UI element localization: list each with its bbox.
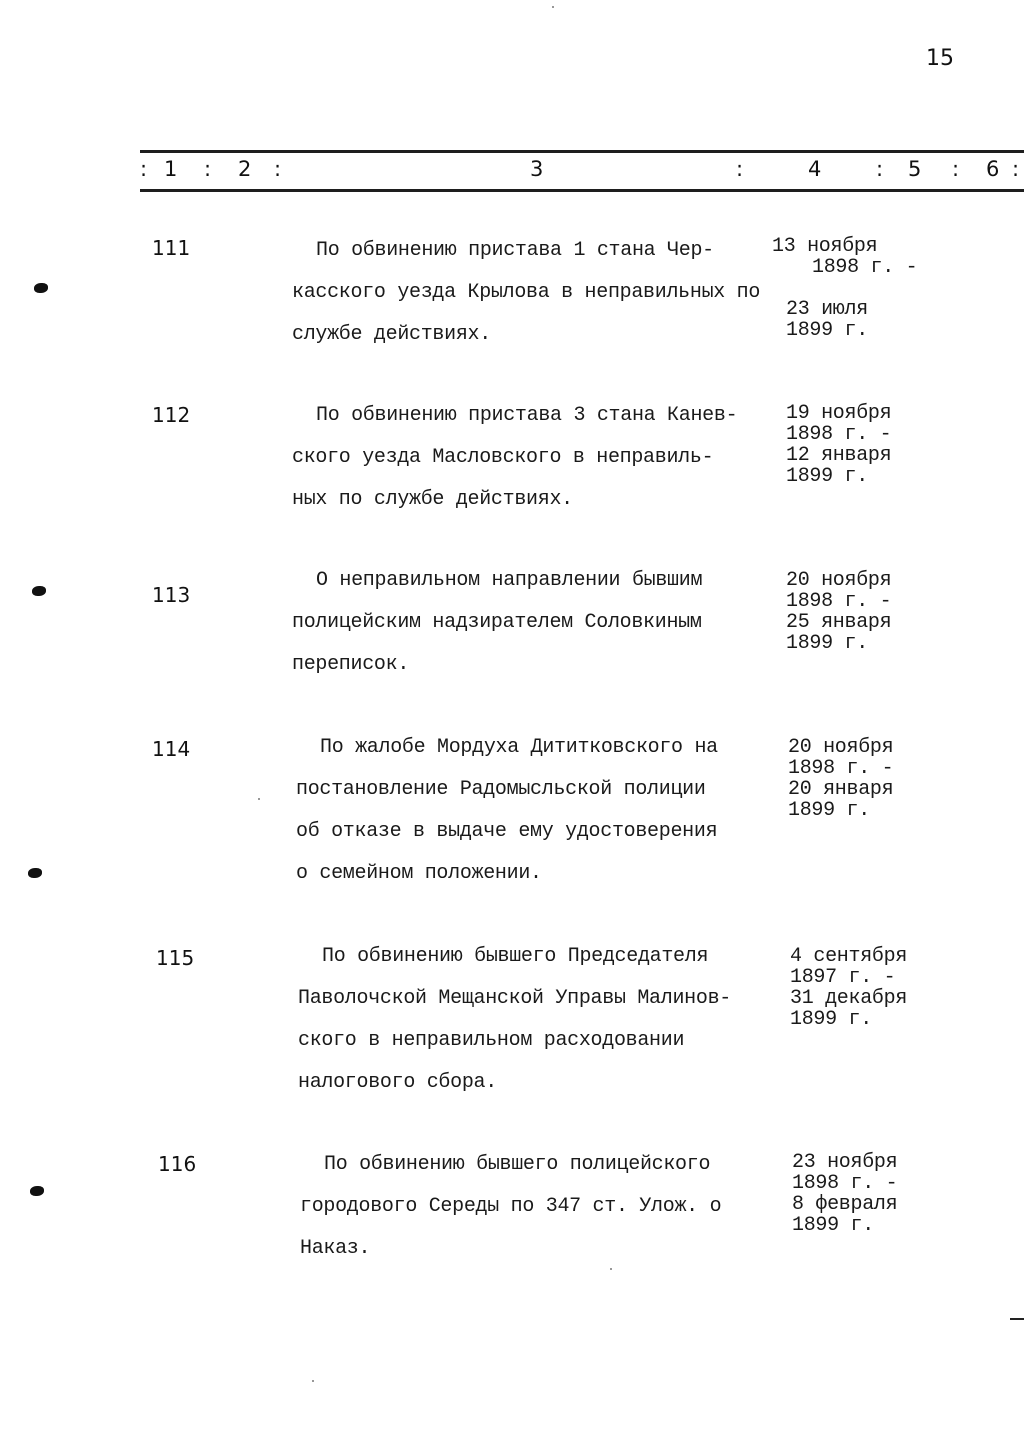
column-separator: : (1012, 157, 1020, 181)
column-header-5: 5 (908, 157, 922, 181)
date-line: 12 января (786, 444, 892, 467)
date-line: 1897 г. - (790, 966, 896, 989)
column-separator: : (736, 157, 744, 181)
date-line: 1898 г. - (786, 423, 892, 446)
binding-hole-mark (28, 868, 42, 878)
header-rule-top (140, 150, 1024, 153)
entry-dates (788, 737, 893, 821)
date-line: 20 ноября (786, 569, 892, 592)
column-separator: : (952, 157, 960, 181)
binding-hole-mark (32, 586, 46, 596)
description-line: По обвинению пристава 1 стана Чер- (316, 239, 714, 262)
date-line: 20 января (788, 778, 894, 801)
description-line: налогового сбора. (298, 1071, 497, 1094)
binding-hole-mark (30, 1186, 44, 1196)
date-line: 1899 г. (788, 799, 870, 822)
column-separator: : (274, 157, 282, 181)
entry-number: 116 (158, 1152, 197, 1176)
description-line: О неправильном направлении бывшим (316, 569, 703, 592)
scan-speck (258, 798, 260, 800)
description-line: постановление Радомысльской полиции (296, 778, 706, 801)
date-line: 1899 г. (786, 465, 868, 488)
binding-hole-mark (34, 283, 48, 293)
entry-number: 114 (152, 737, 191, 761)
column-header-4: 4 (808, 157, 822, 181)
date-line: 13 ноября (772, 235, 878, 258)
date-line: 4 сентября (790, 945, 908, 968)
description-line: об отказе в выдаче ему удостоверения (296, 820, 718, 843)
header-rule-bottom (140, 189, 1024, 192)
entry-dates (772, 236, 917, 341)
description-line: полицейским надзирателем Соловкиным (292, 611, 702, 634)
entry-description (292, 230, 772, 356)
scan-speck (552, 6, 554, 8)
description-line: городового Середы по 347 ст. Улож. о (300, 1195, 722, 1218)
description-line: о семейном положении. (296, 862, 542, 885)
entry-dates (792, 1152, 897, 1236)
date-line: 25 января (786, 611, 892, 634)
description-line: ных по службе действиях. (292, 488, 573, 511)
date-line: 19 ноября (786, 402, 892, 425)
description-line: По жалобе Мордуха Дититковского на (320, 736, 718, 759)
entry-number: 113 (152, 583, 191, 607)
table-header (140, 157, 1024, 187)
description-line: службе действиях. (292, 323, 491, 346)
date-line: 1899 г. (792, 1214, 874, 1237)
entry-number: 111 (152, 236, 191, 260)
description-line: касского уезда Крылова в неправильных по (292, 281, 761, 304)
entry-dates (790, 946, 907, 1030)
column-separator: : (140, 157, 148, 181)
date-line: 1899 г. (790, 1008, 872, 1031)
column-separator: : (204, 157, 212, 181)
entry-dates (786, 403, 891, 487)
date-line: 1899 г. (786, 319, 868, 342)
column-header-2: 2 (238, 157, 252, 181)
date-line: 20 ноября (788, 736, 894, 759)
entry-description (300, 1144, 780, 1270)
column-header-3: 3 (530, 157, 544, 181)
scan-speck (610, 1268, 612, 1270)
entry-description (296, 727, 776, 895)
date-line: 1899 г. (786, 632, 868, 655)
date-line: 1898 г. - (812, 256, 918, 279)
column-separator: : (876, 157, 884, 181)
date-line: 8 февраля (792, 1193, 898, 1216)
date-line: 23 ноября (792, 1151, 898, 1174)
page-number: 15 (926, 46, 954, 71)
description-line: ского уезда Масловского в неправиль- (292, 446, 714, 469)
description-line: Паволочской Мещанской Управы Малинов- (298, 987, 731, 1010)
date-line: 1898 г. - (788, 757, 894, 780)
date-line: 31 декабря (790, 987, 908, 1010)
entry-description (292, 395, 772, 521)
date-line: 1898 г. - (786, 590, 892, 613)
description-line: Наказ. (300, 1237, 371, 1260)
entry-number: 115 (156, 946, 195, 970)
entry-number: 112 (152, 403, 191, 427)
description-line: По обвинению пристава 3 стана Канев- (316, 404, 738, 427)
description-line: переписок. (292, 653, 410, 676)
entry-description (298, 936, 778, 1104)
description-line: ского в неправильном расходовании (298, 1029, 685, 1052)
description-line: По обвинению бывшего полицейского (324, 1153, 711, 1176)
edge-mark (1010, 1318, 1024, 1320)
date-line: 23 июля (786, 298, 868, 321)
description-line: По обвинению бывшего Председателя (322, 945, 709, 968)
entry-description (292, 560, 772, 686)
entry-dates (786, 570, 891, 654)
scan-speck (312, 1380, 314, 1382)
date-line: 1898 г. - (792, 1172, 898, 1195)
column-header-1: 1 (164, 157, 178, 181)
column-header-6: 6 (986, 157, 1000, 181)
